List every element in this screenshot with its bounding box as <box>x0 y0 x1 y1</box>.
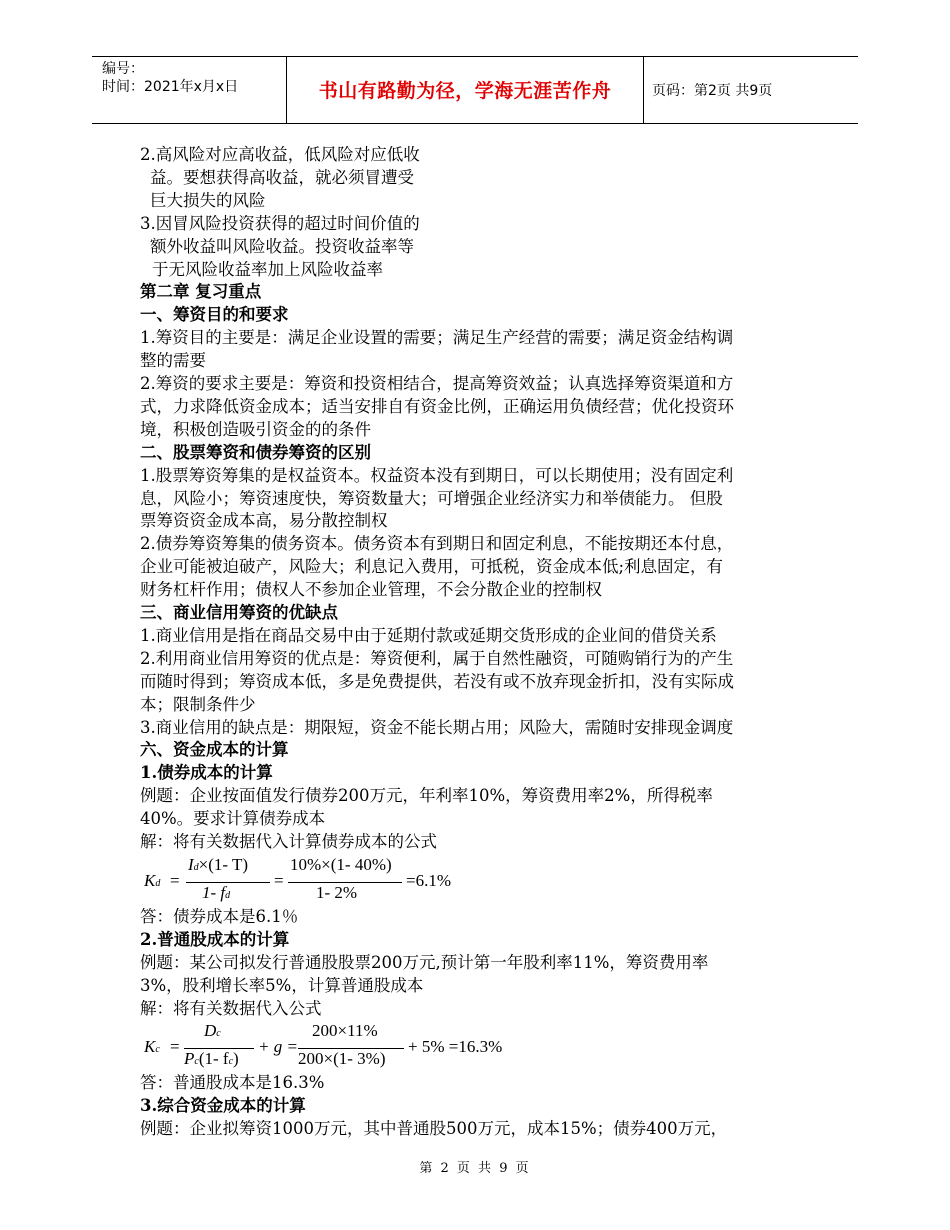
section-heading: 六、资金成本的计算 <box>140 740 289 760</box>
formula-denominator-1: Pc(1- fc) <box>184 1049 239 1069</box>
section-heading: 1.债券成本的计算 <box>140 763 273 783</box>
paragraph-line: 例题：企业拟筹资1000万元，其中普通股500万元，成本15%；债券400万元， <box>140 1119 728 1139</box>
formula-denominator-2: 1- 2% <box>316 882 358 902</box>
paragraph-line: 解：将有关数据代入公式 <box>140 998 322 1018</box>
formula-numerator-2: 200×11% <box>312 1021 378 1041</box>
paragraph-line: 3.因冒风险投资获得的超过时间价值的 <box>140 213 420 233</box>
paragraph-line: 3%，股利增长率5%，计算普通股成本 <box>140 975 424 995</box>
header-meta-cell <box>92 57 287 123</box>
paragraph-line: 1.股票筹资筹集的是权益资本。权益资本没有到期日，可以长期使用；没有固定利 <box>140 465 734 485</box>
section-heading: 一、筹资目的和要求 <box>140 305 289 325</box>
paragraph-line: 整的需要 <box>140 351 206 371</box>
paragraph-line: 境，积极创造吸引资金的的条件 <box>140 419 371 439</box>
equals-sign: = <box>274 870 284 890</box>
paragraph-line: 1.筹资目的主要是：满足企业设置的需要；满足生产经营的需要；满足资金结构调 <box>140 328 734 348</box>
formula-numerator-1: Dc <box>204 1021 221 1041</box>
paragraph-line: 益。要想获得高收益，就必须冒遭受 <box>150 167 414 187</box>
paragraph-line: 本；限制条件少 <box>140 694 256 714</box>
document-number-label: 编号： <box>102 61 144 77</box>
paragraph-line: 2.债券筹资筹集的债务资本。债务资本有到期日和固定利息，不能按期还本付息， <box>140 534 734 554</box>
paragraph-line: 例题：企业按面值发行债券200万元，年利率10%，筹资费用率2%，所得税率 <box>140 786 713 806</box>
formula-result: =6.1% <box>406 870 451 890</box>
section-heading: 3.综合资金成本的计算 <box>140 1096 306 1116</box>
header-page-info: 页码：第2页 共9页 <box>652 83 773 99</box>
formula-lhs: Kd <box>144 870 161 890</box>
section-heading: 二、股票筹资和债券筹资的区别 <box>140 442 371 462</box>
section-heading: 第二章 复习重点 <box>140 282 262 302</box>
header-motto: 书山有路勤为径，学海无涯苦作舟 <box>318 80 612 102</box>
paragraph-line: 息，风险小；筹资速度快，筹资数量大；可增强企业经济实力和举债能力。 但股 <box>140 488 723 508</box>
formula-denominator-2: 200×(1- 3%) <box>298 1049 386 1069</box>
paragraph-line: 于无风险收益率加上风险收益率 <box>152 259 383 279</box>
paragraph-line: 票筹资资金成本高，易分散控制权 <box>140 511 388 531</box>
document-date: 时间：2021年x月x日 <box>102 79 239 95</box>
formula-result: + 5% =16.3% <box>408 1037 503 1057</box>
equals-sign: = <box>170 1037 180 1057</box>
paragraph-line: 答：普通股成本是16.3% <box>140 1073 325 1093</box>
header-table <box>92 56 858 124</box>
paragraph-line: 例题：某公司拟发行普通股股票200万元,预计第一年股利率11%，筹资费用率 <box>140 952 709 972</box>
paragraph-line: 40%。要求计算债券成本 <box>140 809 326 829</box>
paragraph-line: 而随时得到；筹资成本低，多是免费提供，若没有或不放弃现金折扣，没有实际成 <box>140 671 734 691</box>
section-heading: 2.普通股成本的计算 <box>140 929 290 949</box>
header-page-cell <box>644 57 858 123</box>
paragraph-line: 财务杠杆作用；债权人不参加企业管理，不会分散企业的控制权 <box>140 580 602 600</box>
paragraph-line: 解：将有关数据代入计算债券成本的公式 <box>140 832 437 851</box>
paragraph-line: 1.商业信用是指在商品交易中由于延期付款或延期交货形成的企业间的借贷关系 <box>140 625 717 645</box>
equals-sign: = <box>170 870 180 890</box>
formula-lhs: Kc <box>144 1037 160 1057</box>
paragraph-line: 答：债券成本是6.1％ <box>140 906 299 926</box>
paragraph-line: 3.商业信用的缺点是：期限短，资金不能长期占用；风险大，需随时安排现金调度 <box>140 717 734 737</box>
paragraph-line: 式，力求降低资金成本；适当安排自有资金比例，正确运用负债经营；优化投资环 <box>140 396 734 416</box>
paragraph-line: 巨大损失的风险 <box>150 190 266 210</box>
formula-numerator-1: Id×(1- T) <box>188 854 249 874</box>
formula-numerator-2: 10%×(1- 40%) <box>290 854 392 874</box>
paragraph-line: 2.筹资的要求主要是：筹资和投资相结合，提高筹资效益；认真选择筹资渠道和方 <box>140 374 734 393</box>
header-motto-cell <box>287 57 644 123</box>
paragraph-line: 企业可能被迫破产，风险大；利息记入费用，可抵税，资金成本低;利息固定，有 <box>140 557 724 577</box>
paragraph-line: 2.高风险对应高收益，低风险对应低收 <box>140 145 420 164</box>
page-footer: 第 2 页 共 9 页 <box>419 1161 531 1176</box>
section-heading: 三、商业信用筹资的优缺点 <box>140 603 338 622</box>
formula-denominator-1: 1- fd <box>202 882 231 902</box>
paragraph-line: 额外收益叫风险收益。投资收益率等 <box>150 236 414 256</box>
formula-growth-term: + g = <box>258 1037 298 1057</box>
paragraph-line: 2.利用商业信用筹资的优点是：筹资便利，属于自然性融资，可随购销行为的产生 <box>140 648 734 668</box>
